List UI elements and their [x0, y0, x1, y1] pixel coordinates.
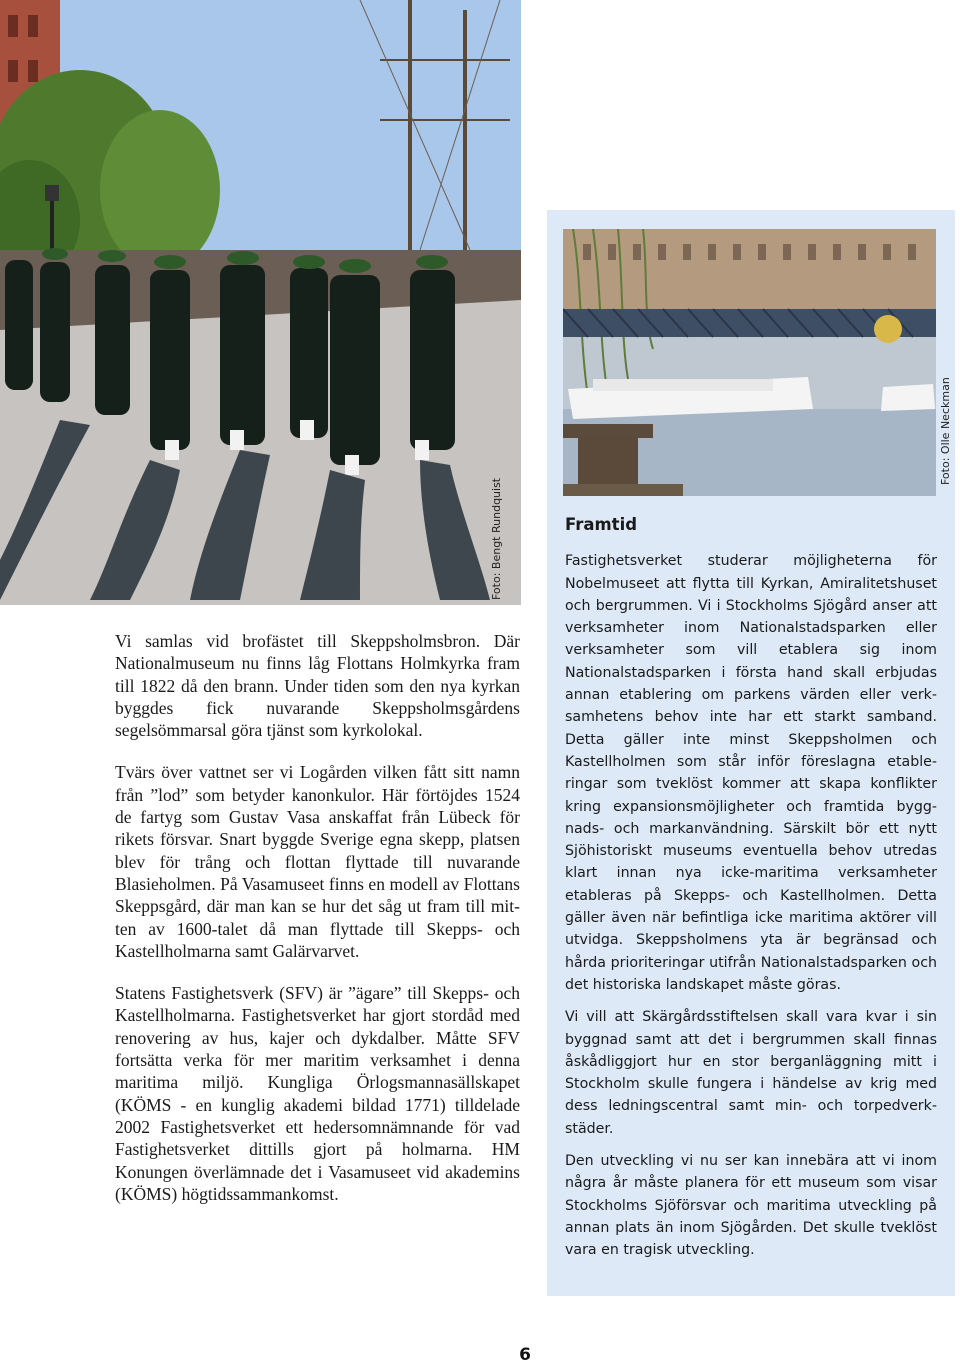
right-paragraph-3: Den utveckling vi nu ser kan innebära att vi inom några år måste planera för ett museum som visar Stockholms Sjöförsvar och maritima utveckling på annan plats än inom Sjögården. Det skulle tveklöst vara en tragisk utveckling. — [565, 1153, 937, 1259]
photo-credit-left: Foto: Bengt Rundquist — [490, 477, 503, 600]
parade-photo — [0, 0, 521, 605]
left-text-column — [115, 630, 520, 1225]
left-paragraph-3: Statens Fastighetsverk (SFV) är ”ägare” till Skepps- och Kastellholmarna. Fastighetsverket har gjort stordåd med renovering av hus, kajer och dykdalber. Måtte SFV fortsätta verka för mer maritim verksamhet i denna maritima miljö. Kungliga Örlogsmannasällskapet (KÖMS - en kunglig akademi bildad 1771) tilldelade 2002 Fastighetsverket ett hedersomnämnande för vad Fastighetsverket dittills gjort på holmarna. HM Konungen överlämnade det i Vasamuseet vid akademins (KÖMS) högtidssammankomst. — [115, 983, 520, 1204]
right-paragraph-2: Vi vill att Skärgårdsstiftelsen skall vara kvar i sin byggnad samt att det i bergrummen skall finnas åskådliggjort hur en stor berganläggning mitt i Stockholm skulle fungera i händelse av krig med dess ledningscentral samt min- och torpedverkstäder. — [565, 1009, 937, 1137]
left-paragraph-1: Vi samlas vid brofästet till Skeppsholmsbron. Där Nationalmuseum nu finns låg Flottans Holmkyrka fram till 1822 då den brann. Under tiden som den nya kyrkan byggdes fick nuvarande Skeppsholmsgårdens segelsömmarsal göra tjänst som kyrkolokal. — [115, 631, 520, 741]
bridge-photo — [563, 229, 936, 496]
right-text-column — [565, 514, 937, 1272]
section-heading: Framtid — [565, 515, 638, 534]
left-paragraph-2: Tvärs över vattnet ser vi Logården vilken fått sitt namn från ”lod” som betyder kanonkulor. Här förtöjdes 1524 de fartyg som Gustav Vasa anskaffat från Lübeck för rikets försvar. Snart byggde Sverige egna skepp, platsen blev för trång och flottan flyttade till nuvarande Blasieholmen. På Vasamuseet finns en modell av Flottans Skeppsgård, där man kan se hur det såg ut fram till mitten av 1600-talet då man flyttade till Skepps- och Kastellholmarna samt Galärvarvet. — [115, 762, 520, 961]
right-paragraph-1: Fastighetsverket studerar möjligheterna för Nobelmuseet att flytta till Kyrkan, Amiralitetshuset och bergrummen. Vi i Stockholms Sjögård anser att verksamheter inom Nationalstadsparken eller verksamheter som vill etablera sig inom Nationalstadsparken i första hand skall erbjudas annan etablering om parkens värden eller verksamhetens behov inte har ett starkt samband. Detta gäller inte minst Skeppsholmen och Kastellholmen som står inför föreslagna etableringar som tveklöst kommer att skapa konflikter kring expansionsmöjligheter och framtida byggnads- och markanvändning. Särskilt bör ett nytt Sjöhistoriskt museums eventuella behov utredas klart innan nya icke-maritima verksamheter etableras på Skepps- och Kastellholmen. Detta gäller även när befintliga icke maritima aktörer vill utvidga. Skeppsholmens yta är begränsad och hårda prioriteringar utifrån Nationalstadsparken och det historiska landskapet måste göras. — [565, 553, 937, 993]
photo-credit-right: Foto: Olle Neckman — [939, 377, 952, 485]
page-number: 6 — [519, 1345, 531, 1365]
